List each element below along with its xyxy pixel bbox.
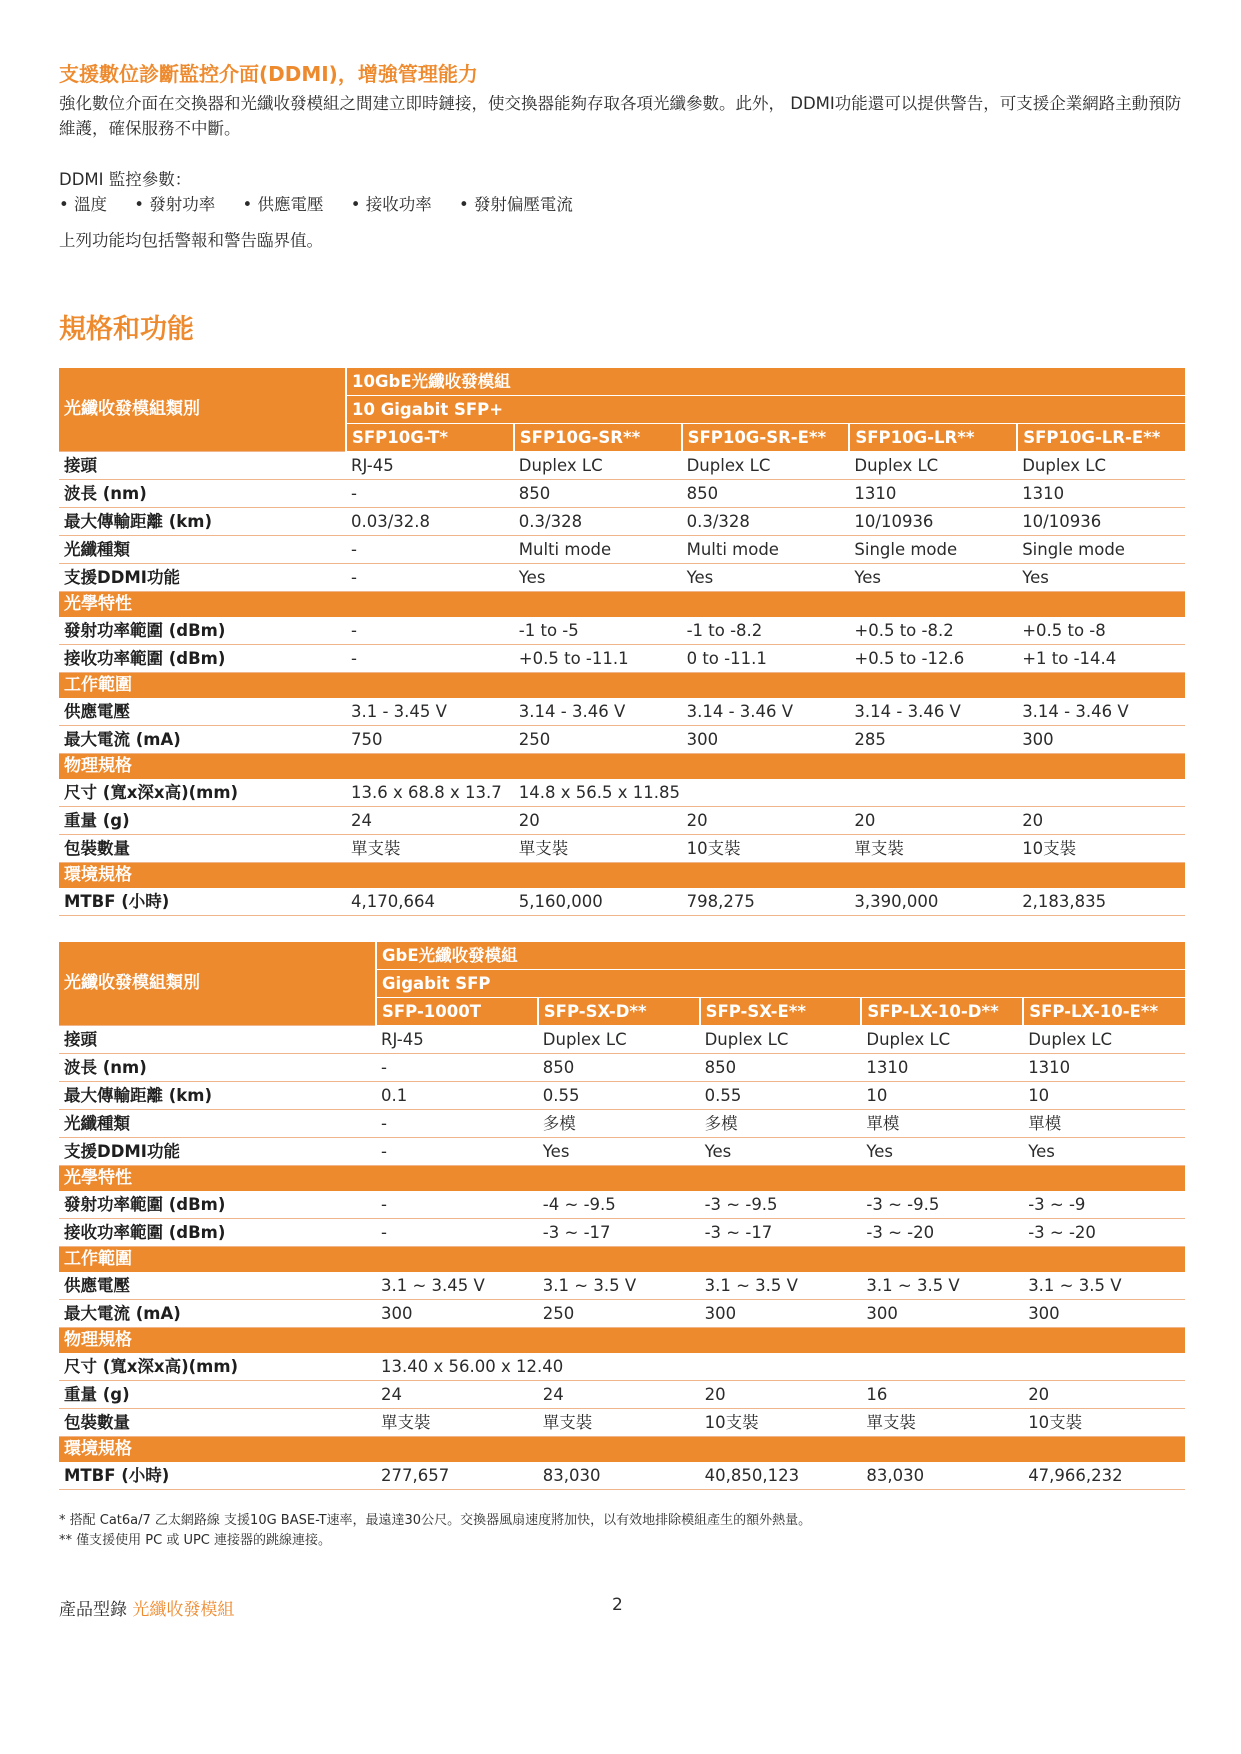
table-cell: 250 (514, 726, 682, 754)
row-label: 支援DDMI功能 (59, 1138, 376, 1166)
table-cell: 13.6 x 68.8 x 13.7 (346, 779, 514, 807)
table-cell: 3.1 ~ 3.5 V (861, 1272, 1023, 1300)
row-label: 最大電流 (mA) (59, 726, 346, 754)
table-cell: 1310 (1023, 1054, 1185, 1082)
table-cell: 24 (538, 1381, 700, 1409)
table-cell: RJ-45 (346, 452, 514, 480)
table-cell: 3.14 - 3.46 V (514, 698, 682, 726)
model-header: SFP-LX-10-D** (861, 998, 1023, 1026)
table-cell: 10支裝 (682, 835, 850, 863)
table-row (59, 480, 1185, 508)
table-cell: 3.14 - 3.46 V (682, 698, 850, 726)
model-header: SFP10G-T* (346, 424, 514, 452)
row-label: 包裝數量 (59, 1409, 376, 1437)
table-row (59, 835, 1185, 863)
table-cell: Multi mode (514, 536, 682, 564)
table-cell: Duplex LC (849, 452, 1017, 480)
table-cell: 277,657 (376, 1462, 538, 1490)
table-row (59, 617, 1185, 645)
table-cell: 0.1 (376, 1082, 538, 1110)
table-row (59, 536, 1185, 564)
table-cell: 0.3/328 (682, 508, 850, 536)
table-row (59, 1026, 1185, 1054)
table-cell: - (376, 1191, 538, 1219)
table-cell: Yes (861, 1138, 1023, 1166)
table-cell: -3 ~ -20 (861, 1219, 1023, 1247)
table-cell: 0.3/328 (514, 508, 682, 536)
row-label: 供應電壓 (59, 698, 346, 726)
section-row (59, 863, 1185, 889)
table-cell: 14.8 x 56.5 x 11.85 (514, 779, 1185, 807)
ddmi-heading: 支援數位診斷監控介面(DDMI)，增強管理能力 (59, 62, 478, 86)
table-row (59, 1138, 1185, 1166)
page-number: 2 (612, 1595, 623, 1615)
table-row (59, 726, 1185, 754)
table-row (59, 1353, 1185, 1381)
footer-catalog: 產品型錄 (59, 1600, 127, 1620)
table-cell: 24 (346, 807, 514, 835)
table-cell: 多模 (538, 1110, 700, 1138)
category-label: 光纖收發模組類別 (59, 942, 376, 1026)
table-cell: 20 (700, 1381, 862, 1409)
table-cell: 250 (538, 1300, 700, 1328)
section-row (59, 1247, 1185, 1273)
footnote: ** 僅支援使用 PC 或 UPC 連接器的跳線連接。 (59, 1533, 332, 1548)
table-cell: Yes (1017, 564, 1185, 592)
table-cell: Single mode (1017, 536, 1185, 564)
table-cell: 16 (861, 1381, 1023, 1409)
row-label: 重量 (g) (59, 807, 346, 835)
table-row (59, 807, 1185, 835)
row-label: 重量 (g) (59, 1381, 376, 1409)
row-label: 接頭 (59, 1026, 376, 1054)
table-row (59, 1462, 1185, 1490)
table-cell: - (346, 480, 514, 508)
table-cell: 300 (1023, 1300, 1185, 1328)
table-cell: Duplex LC (700, 1026, 862, 1054)
table-cell: 3.14 - 3.46 V (1017, 698, 1185, 726)
ddmi-params-label: DDMI 監控參數： (59, 170, 192, 189)
row-label: 發射功率範圍 (dBm) (59, 1191, 376, 1219)
row-label: 最大傳輸距離 (km) (59, 508, 346, 536)
table-cell: 3.1 ~ 3.5 V (1023, 1272, 1185, 1300)
row-label: 尺寸 (寬x深x高)(mm) (59, 1353, 376, 1381)
table-cell: 300 (700, 1300, 862, 1328)
table-cell: 850 (538, 1054, 700, 1082)
table-cell: 3.1 ~ 3.5 V (700, 1272, 862, 1300)
row-label: 波長 (nm) (59, 1054, 376, 1082)
ddmi-param-item: • 發射偏壓電流 (459, 192, 573, 217)
table-cell: - (346, 617, 514, 645)
model-header: SFP-1000T (376, 998, 538, 1026)
table-row (59, 1219, 1185, 1247)
table-cell: 20 (682, 807, 850, 835)
table-cell: 850 (514, 480, 682, 508)
table-cell: -1 to -8.2 (682, 617, 850, 645)
table-row (59, 1409, 1185, 1437)
table-cell: 47,966,232 (1023, 1462, 1185, 1490)
table-cell: 750 (346, 726, 514, 754)
section-row (59, 592, 1185, 618)
table-cell: +0.5 to -12.6 (849, 645, 1017, 673)
table-row (59, 1054, 1185, 1082)
table-row (59, 698, 1185, 726)
table-row (59, 888, 1185, 916)
table-row (59, 1191, 1185, 1219)
section-title: 光學特性 (59, 592, 1185, 618)
table-cell: 10/10936 (1017, 508, 1185, 536)
table-row (59, 1272, 1185, 1300)
table-cell: -4 ~ -9.5 (538, 1191, 700, 1219)
table-cell: 0.55 (538, 1082, 700, 1110)
table-cell: 300 (861, 1300, 1023, 1328)
table-cell: Yes (700, 1138, 862, 1166)
section-row (59, 1437, 1185, 1463)
table-row (59, 779, 1185, 807)
table-row (59, 564, 1185, 592)
table-cell: 20 (849, 807, 1017, 835)
table-cell: Duplex LC (861, 1026, 1023, 1054)
spec-table-1g (59, 942, 1185, 1490)
table-cell: 850 (682, 480, 850, 508)
spec-table-body (59, 1026, 1185, 1490)
table-cell: 1310 (861, 1054, 1023, 1082)
table-row (59, 1082, 1185, 1110)
table-cell: 0.03/32.8 (346, 508, 514, 536)
model-header: SFP-LX-10-E** (1023, 998, 1185, 1026)
section-title: 物理規格 (59, 1328, 1185, 1354)
table-cell: - (376, 1138, 538, 1166)
table-row (59, 1300, 1185, 1328)
model-header: SFP10G-SR-E** (682, 424, 850, 452)
table-cell: 20 (514, 807, 682, 835)
group-subtitle: 10 Gigabit SFP+ (346, 396, 1185, 424)
table-cell: Duplex LC (538, 1026, 700, 1054)
table-row (59, 1110, 1185, 1138)
table-cell: +0.5 to -8.2 (849, 617, 1017, 645)
table-cell: 10支裝 (1023, 1409, 1185, 1437)
table-cell: 單模 (861, 1110, 1023, 1138)
table-cell: 40,850,123 (700, 1462, 862, 1490)
section-title: 光學特性 (59, 1166, 1185, 1192)
row-label: 接收功率範圍 (dBm) (59, 1219, 376, 1247)
row-label: 支援DDMI功能 (59, 564, 346, 592)
model-header: SFP10G-LR-E** (1017, 424, 1185, 452)
table-cell: 10支裝 (1017, 835, 1185, 863)
ddmi-param-item: • 發射功率 (134, 192, 215, 217)
model-header: SFP10G-SR** (514, 424, 682, 452)
table-row (59, 1381, 1185, 1409)
section-title: 環境規格 (59, 1437, 1185, 1463)
table-cell: -3 ~ -9 (1023, 1191, 1185, 1219)
row-label: 尺寸 (寬x深x高)(mm) (59, 779, 346, 807)
table-cell: +0.5 to -11.1 (514, 645, 682, 673)
table-row (59, 452, 1185, 480)
group-title: GbE光纖收發模組 (376, 942, 1185, 970)
table-cell: - (346, 645, 514, 673)
row-label: 供應電壓 (59, 1272, 376, 1300)
table-cell: 850 (700, 1054, 862, 1082)
table-cell: 1310 (849, 480, 1017, 508)
table-cell: Duplex LC (1017, 452, 1185, 480)
table-cell: Multi mode (682, 536, 850, 564)
table-cell: - (376, 1110, 538, 1138)
ddmi-param-item: • 供應電壓 (242, 192, 323, 217)
ddmi-param-item: • 溫度 (59, 192, 107, 217)
section-title: 環境規格 (59, 863, 1185, 889)
table-cell: Yes (682, 564, 850, 592)
section-row (59, 1166, 1185, 1192)
table-cell: Duplex LC (514, 452, 682, 480)
section-row (59, 754, 1185, 780)
table-cell: 24 (376, 1381, 538, 1409)
table-cell: +1 to -14.4 (1017, 645, 1185, 673)
table-cell: 300 (682, 726, 850, 754)
table-cell: 300 (1017, 726, 1185, 754)
table-cell: 285 (849, 726, 1017, 754)
table-cell: 0.55 (700, 1082, 862, 1110)
group-title: 10GbE光纖收發模組 (346, 368, 1185, 396)
table-cell: - (346, 536, 514, 564)
table-cell: -3 ~ -17 (538, 1219, 700, 1247)
table-cell: - (346, 564, 514, 592)
table-cell: +0.5 to -8 (1017, 617, 1185, 645)
table-cell: 20 (1023, 1381, 1185, 1409)
row-label: 最大電流 (mA) (59, 1300, 376, 1328)
table-cell: 3.14 - 3.46 V (849, 698, 1017, 726)
table-cell: 20 (1017, 807, 1185, 835)
table-cell: 3,390,000 (849, 888, 1017, 916)
table-cell: -3 ~ -17 (700, 1219, 862, 1247)
table-cell: -3 ~ -9.5 (861, 1191, 1023, 1219)
row-label: 波長 (nm) (59, 480, 346, 508)
table-cell: 單支裝 (861, 1409, 1023, 1437)
row-label: 包裝數量 (59, 835, 346, 863)
table-cell: 13.40 x 56.00 x 12.40 (376, 1353, 1185, 1381)
table-cell: 83,030 (861, 1462, 1023, 1490)
table-cell: 單支裝 (849, 835, 1017, 863)
table-cell: 10/10936 (849, 508, 1017, 536)
table-cell: 10 (1023, 1082, 1185, 1110)
ddmi-param-item: • 接收功率 (351, 192, 432, 217)
table-cell: 5,160,000 (514, 888, 682, 916)
table-cell: 2,183,835 (1017, 888, 1185, 916)
row-label: 光纖種類 (59, 536, 346, 564)
category-label: 光纖收發模組類別 (59, 368, 346, 452)
table-cell: Single mode (849, 536, 1017, 564)
table-cell: Yes (538, 1138, 700, 1166)
ddmi-description: 強化數位介面在交換器和光纖收發模組之間建立即時鏈接，使交換器能夠存取各項光纖參數。此外， DDMI功能還可以提供警告，可支援企業網路主動預防維護，確保服務不中斷。 (59, 94, 1182, 138)
table-row (59, 645, 1185, 673)
footer-title (59, 1595, 234, 1620)
footnote: * 搭配 Cat6a/7 乙太網路線 支援10G BASE-T速率，最遠達30公尺。交換器風扇速度將加快，以有效地排除模組產生的額外熱量。 (59, 1513, 812, 1528)
section-row (59, 1328, 1185, 1354)
table-cell: 0 to -11.1 (682, 645, 850, 673)
table-cell: RJ-45 (376, 1026, 538, 1054)
footnotes (59, 1511, 811, 1551)
row-label: 接頭 (59, 452, 346, 480)
row-label: 接收功率範圍 (dBm) (59, 645, 346, 673)
model-header: SFP-SX-E** (700, 998, 862, 1026)
row-label: 發射功率範圍 (dBm) (59, 617, 346, 645)
table-cell: 4,170,664 (346, 888, 514, 916)
table-cell: -1 to -5 (514, 617, 682, 645)
table-cell: Yes (849, 564, 1017, 592)
table-cell: -3 ~ -9.5 (700, 1191, 862, 1219)
table-cell: Yes (1023, 1138, 1185, 1166)
table-cell: - (376, 1054, 538, 1082)
spec-table-body (59, 452, 1185, 916)
table-cell: Yes (514, 564, 682, 592)
table-cell: 單支裝 (538, 1409, 700, 1437)
table-cell: 798,275 (682, 888, 850, 916)
table-cell: - (376, 1219, 538, 1247)
row-label: 光纖種類 (59, 1110, 376, 1138)
table-cell: Duplex LC (682, 452, 850, 480)
table-cell: Duplex LC (1023, 1026, 1185, 1054)
model-header: SFP-SX-D** (538, 998, 700, 1026)
ddmi-params-list (59, 192, 595, 217)
section-title: 工作範圍 (59, 1247, 1185, 1273)
table-cell: -3 ~ -20 (1023, 1219, 1185, 1247)
model-header: SFP10G-LR** (849, 424, 1017, 452)
spec-table-10g (59, 368, 1185, 916)
table-cell: 10支裝 (700, 1409, 862, 1437)
table-cell: 單模 (1023, 1110, 1185, 1138)
section-title: 物理規格 (59, 754, 1185, 780)
row-label: MTBF (小時) (59, 888, 346, 916)
section-title: 工作範圍 (59, 673, 1185, 699)
spec-heading: 規格和功能 (59, 314, 194, 345)
table-cell: 單支裝 (514, 835, 682, 863)
table-cell: 300 (376, 1300, 538, 1328)
footer-product: 光纖收發模組 (132, 1600, 235, 1620)
group-subtitle: Gigabit SFP (376, 970, 1185, 998)
table-cell: 83,030 (538, 1462, 700, 1490)
table-row (59, 508, 1185, 536)
table-cell: 單支裝 (346, 835, 514, 863)
table-cell: 10 (861, 1082, 1023, 1110)
table-cell: 3.1 ~ 3.5 V (538, 1272, 700, 1300)
table-cell: 單支裝 (376, 1409, 538, 1437)
section-row (59, 673, 1185, 699)
table-cell: 3.1 ~ 3.45 V (376, 1272, 538, 1300)
table-cell: 1310 (1017, 480, 1185, 508)
row-label: MTBF (小時) (59, 1462, 376, 1490)
ddmi-note: 上列功能均包括警報和警告臨界值。 (59, 231, 323, 250)
row-label: 最大傳輸距離 (km) (59, 1082, 376, 1110)
table-cell: 多模 (700, 1110, 862, 1138)
table-cell: 3.1 - 3.45 V (346, 698, 514, 726)
